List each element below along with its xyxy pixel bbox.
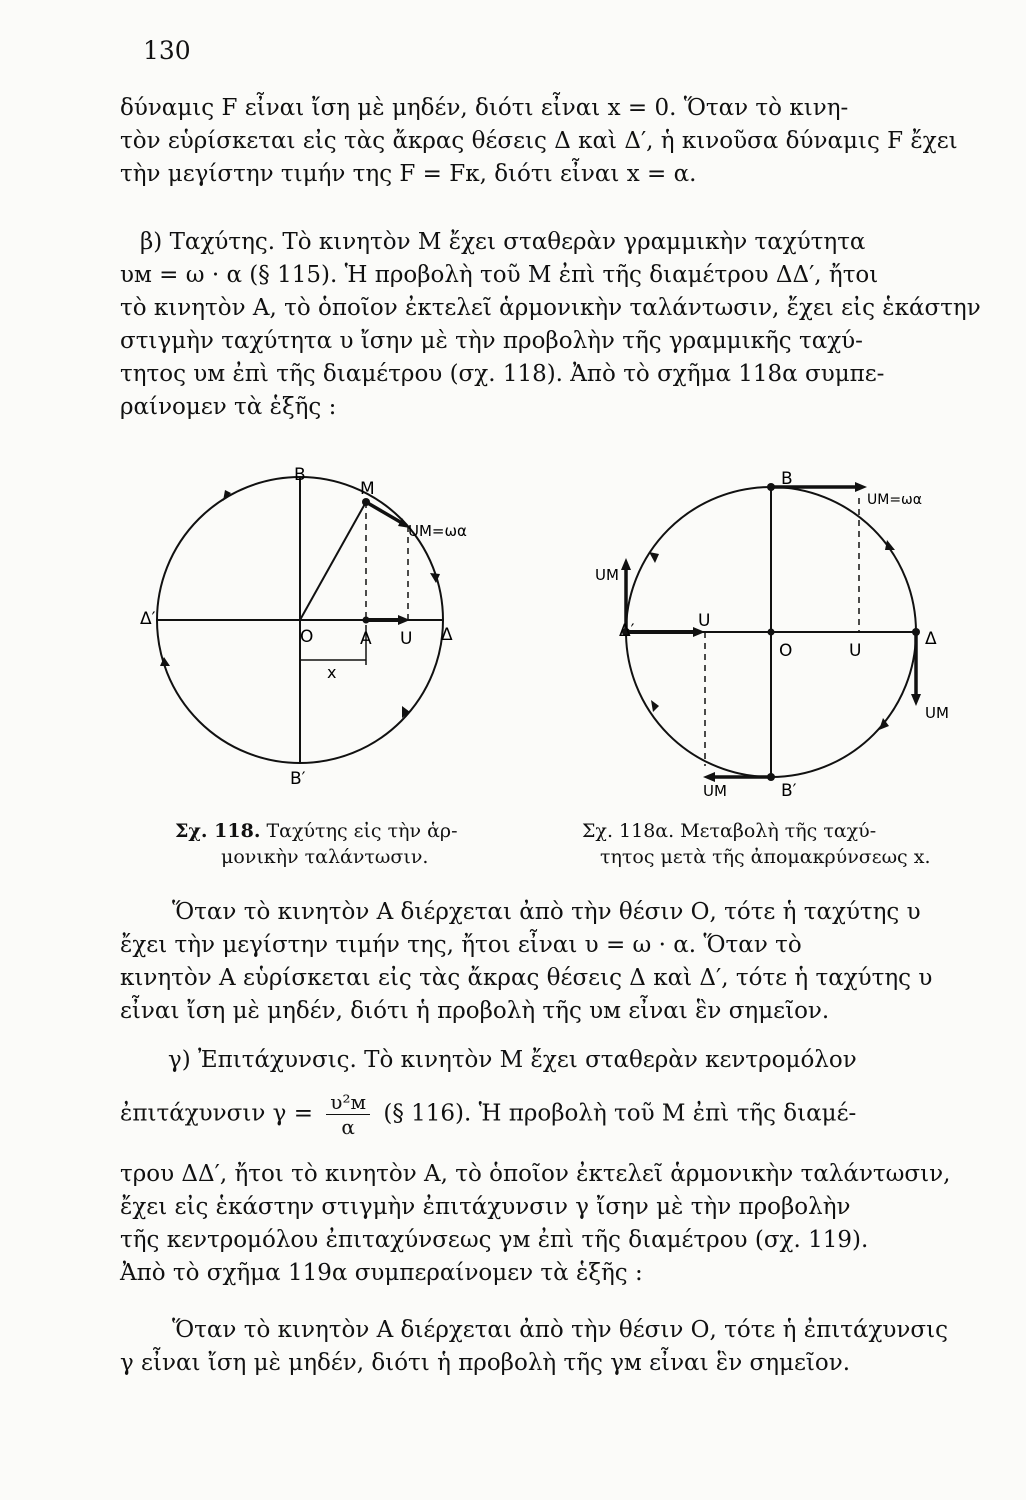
- formula-suffix: (§ 116). Ἡ προβολὴ τοῦ Μ ἐπὶ τῆς διαμέ-: [383, 1100, 857, 1127]
- section-b-heading: β) Ταχύτης. Τὸ κινητὸν Μ ἔχει σταθερὰν γραμμικὴν ταχύτητα: [140, 229, 866, 255]
- fig118-caption-text: Ταχύτης εἰς τὴν ἁρ-: [266, 820, 458, 842]
- text-line: υм = ω · α (§ 115). Ἡ προβολὴ τοῦ Μ ἐπὶ τῆς διαμέτρου ΔΔ′, ἤτοι: [120, 262, 879, 288]
- fig118-label-m: M: [360, 479, 375, 499]
- fig118-label-o: O: [300, 627, 314, 647]
- text-line: κινητὸν Α εὑρίσκεται εἰς τὰς ἄκρας θέσεις Δ καὶ Δ′, τότε ἡ ταχύτης υ: [120, 965, 933, 991]
- fig118a-caption-text: Μεταβολὴ τῆς ταχύ-: [680, 820, 877, 842]
- text-line: δύναμις F εἶναι ἴση μὲ μηδέν, διότι εἶναι x = 0. Ὅταν τὸ κινη-: [120, 95, 849, 121]
- middle-paragraph: [120, 896, 978, 1028]
- text-line: στιγμὴν ταχύτητα υ ἴσην μὲ τὴν προβολὴν τῆς γραμμικῆς ταχύ-: [120, 328, 863, 354]
- fig118a-point-o: [768, 629, 775, 636]
- text-line: εἶναι ἴση μὲ μηδέν, διότι ἡ προβολὴ τῆς υм εἶναι ἓν σημεῖον.: [120, 998, 830, 1024]
- fig118-label-b: B: [294, 465, 306, 485]
- fig118a-direction-arrow: [885, 540, 895, 550]
- fig118a-label-vm-right: UM: [925, 704, 949, 722]
- fig118-radius-om: [300, 502, 366, 620]
- text-line: γ εἶναι ἴση μὲ μηδέν, διότι ἡ προβολὴ τῆς γм εἶναι ἓν σημεῖον.: [120, 1350, 851, 1376]
- section-c-formula-line: [120, 1090, 978, 1139]
- text-line: ἔχει τὴν μεγίστην τιμήν της, ἤτοι εἶναι υ = ω · α. Ὅταν τὸ: [120, 932, 802, 958]
- fig118-point-a: [363, 617, 370, 624]
- fig118-label-a: A: [360, 629, 372, 649]
- fig118a-arrowhead-left: [621, 558, 631, 570]
- fig118-caption-text2: μονικὴν ταλάντωσιν.: [221, 846, 429, 868]
- fig118a-arrowhead-top: [855, 482, 867, 492]
- fig118a-caption: [582, 818, 931, 870]
- fig118a-label-b: B: [781, 469, 793, 489]
- bottom-paragraph: [120, 1314, 978, 1380]
- text-line: γ) Ἐπιτάχυνσις. Τὸ κινητὸν Μ ἔχει σταθερὰν κεντρομόλον: [168, 1047, 857, 1073]
- text-line: Ἀπὸ τὸ σχῆμα 119α συμπεραίνομεν τὰ ἑξῆς :: [120, 1260, 643, 1286]
- fig118a-label-b-prime: B′: [781, 781, 797, 800]
- fraction-denominator: α: [341, 1115, 355, 1139]
- fig118-label-d-prime: Δ′: [140, 609, 156, 629]
- fig118-label-x: x: [327, 663, 337, 682]
- fig118a-direction-arrow: [649, 552, 659, 563]
- section-b-body: [120, 259, 981, 424]
- text-line: Ὅταν τὸ κινητὸν Α διέρχεται ἀπὸ τὴν θέσιν Ο, τότε ἡ ἐπιτάχυνσις: [172, 1317, 948, 1343]
- fig118a-label-vm-bottom: UM: [703, 782, 727, 800]
- fig118a-arrowhead-bottom: [703, 772, 715, 782]
- fig118-point-m: [362, 498, 370, 506]
- fig118a-point-b: [767, 483, 775, 491]
- formula-line: [120, 1090, 978, 1139]
- text-line: τῆς κεντρομόλου ἐπιταχύνσεως γм ἐπὶ τῆς διαμέτρου (σχ. 119).: [120, 1227, 869, 1253]
- fig118a-label-u-left: U: [698, 611, 711, 631]
- formula-prefix: ἐπιτάχυνσιν γ =: [120, 1100, 313, 1127]
- figure-118: [140, 460, 480, 800]
- fig118-caption-number: Σχ. 118.: [175, 820, 261, 842]
- section-c-heading: [168, 1044, 978, 1077]
- text-line: τὸν εὑρίσκεται εἰς τὰς ἄκρας θέσεις Δ καὶ Δ′, ἡ κινοῦσα δύναμις F ἔχει: [120, 128, 958, 154]
- section-c-body: [120, 1158, 978, 1290]
- fig118a-label-d: Δ: [925, 629, 937, 649]
- text-line: τὸ κινητὸν Α, τὸ ὁποῖον ἐκτελεῖ ἁρμονικὴν ταλάντωσιν, ἔχει εἰς ἑκάστην: [120, 295, 981, 321]
- figure-118a: [595, 460, 975, 800]
- page-number: 130: [143, 36, 191, 65]
- text-line: τὴν μεγίστην τιμήν της F = Fκ, διότι εἶναι x = α.: [120, 161, 697, 187]
- fig118-label-vm: UM=ωα: [408, 522, 467, 540]
- text-line: τρου ΔΔ′, ἤτοι τὸ κινητὸν Α, τὸ ὁποῖον ἐκτελεῖ ἁρμονικὴν ταλάντωσιν,: [120, 1161, 951, 1187]
- fig118a-point-b-prime: [767, 773, 775, 781]
- acceleration-fraction: [326, 1090, 370, 1139]
- fig118-caption: [175, 818, 458, 870]
- text-line: τητος υм ἐπὶ τῆς διαμέτρου (σχ. 118). Ἀπὸ τὸ σχῆμα 118α συμπε-: [120, 361, 885, 387]
- top-paragraph: [120, 92, 978, 191]
- fig118a-direction-arrow: [651, 700, 659, 712]
- fraction-numerator: υ²м: [326, 1090, 370, 1115]
- text-line: ἔχει εἰς ἑκάστην στιγμὴν ἐπιτάχυνσιν γ ἴσην μὲ τὴν προβολὴν: [120, 1194, 851, 1220]
- fig118a-label-vm-top: UM=ωα: [867, 492, 923, 508]
- fig118-label-d: Δ: [441, 625, 453, 645]
- section-b-paragraph: [140, 226, 978, 259]
- fig118a-arrowhead-right: [911, 694, 921, 706]
- fig118a-caption-text2: τητος μετὰ τῆς ἀπομακρύνσεως x.: [600, 846, 931, 868]
- fig118a-label-u-right: U: [849, 641, 862, 661]
- fig118a-label-o: O: [779, 641, 793, 661]
- fig118a-label-vm-left: UM: [595, 566, 619, 584]
- fig118a-caption-number: Σχ. 118α.: [582, 820, 675, 842]
- fig118a-label-d-prime: Δ′: [619, 621, 635, 641]
- text-line: Ὅταν τὸ κινητὸν Α διέρχεται ἀπὸ τὴν θέσιν Ο, τότε ἡ ταχύτης υ: [172, 899, 921, 925]
- fig118-label-b-prime: B′: [290, 769, 306, 789]
- fig118-label-u: U: [400, 629, 413, 649]
- text-line: ραίνομεν τὰ ἑξῆς :: [120, 394, 337, 420]
- fig118a-point-d: [912, 628, 920, 636]
